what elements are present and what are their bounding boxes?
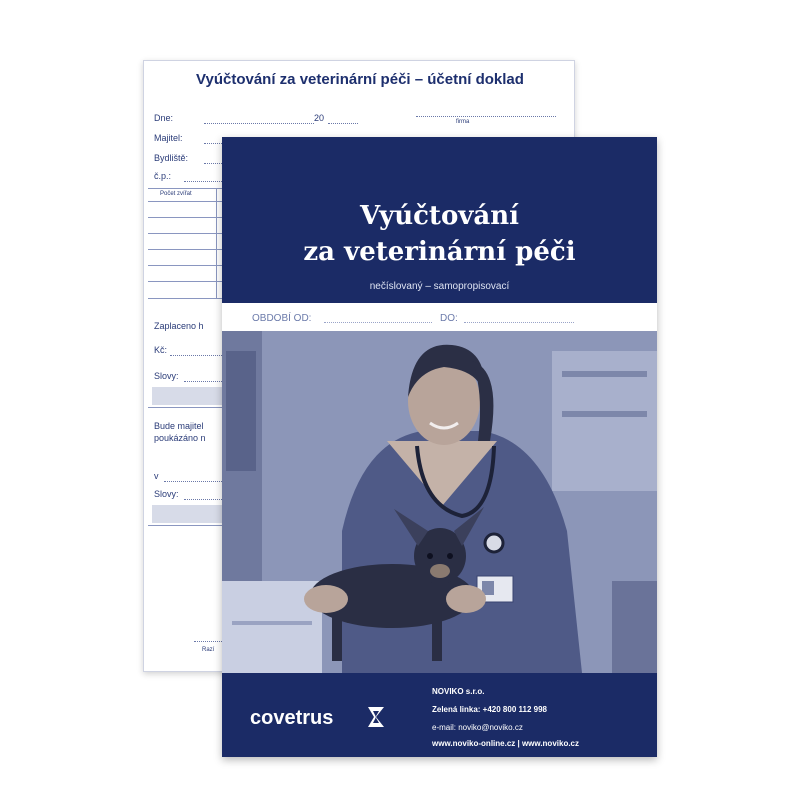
period-from-line bbox=[324, 322, 432, 323]
year-line bbox=[328, 123, 358, 124]
period-from-label: OBDOBÍ OD: bbox=[252, 313, 312, 324]
vet-photo-illustration bbox=[222, 331, 657, 673]
brand-name: covetrus bbox=[250, 707, 334, 729]
in-label: v bbox=[154, 471, 159, 481]
period-to-label: DO: bbox=[440, 313, 458, 324]
year-prefix: 20 bbox=[314, 113, 325, 123]
stamp-label: Razí bbox=[202, 647, 215, 653]
paid-label: Zaplaceno h bbox=[154, 321, 204, 331]
owner-line bbox=[204, 143, 224, 144]
number-line bbox=[184, 181, 224, 182]
cover bbox=[222, 137, 657, 757]
period-to-line bbox=[464, 322, 574, 323]
words-line bbox=[184, 381, 224, 382]
words-line-2 bbox=[184, 499, 224, 500]
address-label: Bydliště: bbox=[154, 153, 189, 163]
stamp-line bbox=[194, 641, 224, 642]
amount-label: Kč: bbox=[154, 345, 168, 355]
covetrus-logo-icon bbox=[364, 705, 388, 729]
contact-email: e-mail: noviko@noviko.cz bbox=[432, 723, 523, 732]
cover-photo-vet-with-dog bbox=[222, 331, 657, 673]
cover-title-line2: za veterinární péči bbox=[303, 237, 576, 267]
words-label: Slovy: bbox=[154, 371, 179, 381]
signature-line bbox=[416, 116, 556, 117]
cover-title-line1: Vyúčtování bbox=[359, 201, 520, 231]
owner-label: Majitel: bbox=[154, 133, 183, 143]
owner-note-line1: Bude majitel bbox=[154, 421, 204, 431]
contact-hotline: Zelená linka: +420 800 112 998 bbox=[432, 705, 547, 714]
date-label: Dne: bbox=[154, 113, 174, 123]
back-form-title: Vyúčtování za veterinární péči – účetní doklad bbox=[196, 71, 524, 88]
in-line bbox=[164, 481, 224, 482]
contact-company: NOVIKO s.r.o. bbox=[432, 687, 485, 696]
owner-note-line2: poukázáno n bbox=[154, 433, 206, 443]
words-label-2: Slovy: bbox=[154, 489, 179, 499]
table-header-animals: Počet zvířat bbox=[160, 191, 192, 197]
address-line bbox=[204, 163, 224, 164]
period-strip bbox=[222, 303, 657, 331]
contact-web: www.noviko-online.cz | www.noviko.cz bbox=[432, 739, 579, 748]
date-line bbox=[204, 123, 314, 124]
number-label: č.p.: bbox=[154, 171, 172, 181]
cover-subtitle: nečíslovaný – samopropisovací bbox=[369, 281, 510, 292]
cover-footer bbox=[222, 673, 657, 757]
signature-label: firma bbox=[456, 119, 470, 125]
amount-line bbox=[170, 355, 224, 356]
